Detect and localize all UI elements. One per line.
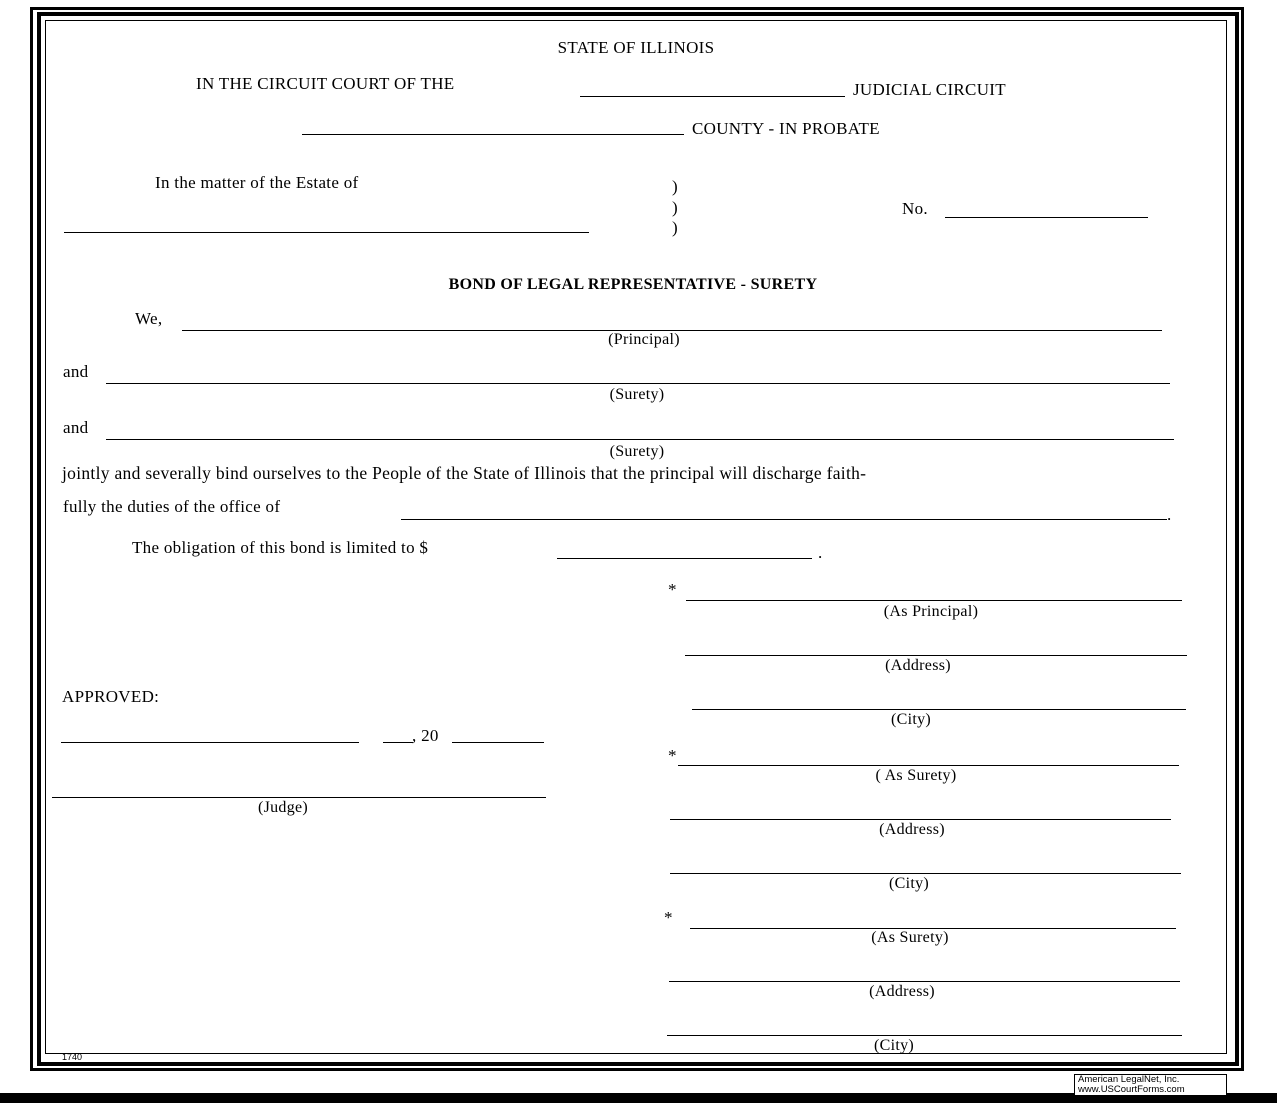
approval-day-blank[interactable] (383, 742, 413, 743)
as-surety-1-caption: ( As Surety) (875, 767, 957, 784)
fully-text: fully the duties of the office of (63, 497, 281, 516)
address-caption: (Address) (869, 983, 935, 1000)
period: . (1167, 505, 1172, 524)
principal-city-blank[interactable] (692, 709, 1186, 710)
jointly-text: jointly and severally bind ourselves to the People of the State of Illinois that the principal will discharge faith- (62, 463, 867, 483)
circuit-blank[interactable] (580, 96, 845, 97)
court-prefix: IN THE CIRCUIT COURT OF THE (196, 74, 455, 93)
publisher-watermark (1074, 1074, 1227, 1096)
city-caption: (City) (873, 1037, 915, 1054)
publisher-name: American LegalNet, Inc. (1078, 1074, 1180, 1085)
asterisk: * (668, 580, 677, 599)
county-blank[interactable] (302, 134, 684, 135)
state-heading: STATE OF ILLINOIS (557, 38, 715, 57)
amount-blank[interactable] (557, 558, 812, 559)
asterisk: * (664, 908, 673, 927)
estate-name-blank[interactable] (64, 232, 589, 233)
case-number-label: No. (902, 199, 928, 218)
period: . (818, 543, 823, 562)
surety-1-signature-blank[interactable] (678, 765, 1179, 766)
as-surety-2-caption: (As Surety) (871, 929, 949, 946)
county-label: COUNTY - IN PROBATE (692, 119, 880, 138)
surety-1-caption: (Surety) (609, 386, 665, 403)
asterisk: * (668, 746, 677, 765)
surety-1-address-blank[interactable] (670, 819, 1171, 820)
principal-caption: (Principal) (608, 331, 680, 348)
surety-2-address-blank[interactable] (669, 981, 1180, 982)
court-suffix: JUDICIAL CIRCUIT (853, 80, 1006, 99)
estate-matter-label: In the matter of the Estate of (155, 173, 359, 192)
document-title: BOND OF LEGAL REPRESENTATIVE - SURETY (448, 276, 818, 293)
year-blank[interactable] (452, 742, 544, 743)
obligation-text: The obligation of this bond is limited to $ (132, 538, 429, 557)
approved-label: APPROVED: (62, 687, 160, 706)
publisher-website: www.USCourtForms.com (1078, 1083, 1185, 1095)
we-label: We, (135, 309, 163, 328)
city-caption: (City) (890, 711, 932, 728)
address-caption: (Address) (885, 657, 951, 674)
surety-2-blank[interactable] (106, 439, 1174, 440)
form-number: 1740 (62, 1052, 83, 1062)
judge-signature-blank[interactable] (52, 797, 546, 798)
principal-signature-blank[interactable] (686, 600, 1182, 601)
surety-2-caption: (Surety) (609, 443, 665, 460)
paren: ) (672, 218, 678, 237)
and-label: and (63, 362, 89, 381)
paren: ) (672, 177, 678, 196)
and-label: and (63, 418, 89, 437)
case-number-blank[interactable] (945, 217, 1148, 218)
city-caption: (City) (888, 875, 930, 892)
surety-1-city-blank[interactable] (670, 873, 1181, 874)
principal-address-blank[interactable] (685, 655, 1187, 656)
surety-2-city-blank[interactable] (667, 1035, 1182, 1036)
judge-caption: (Judge) (257, 799, 309, 816)
address-caption: (Address) (879, 821, 945, 838)
as-principal-caption: (As Principal) (883, 603, 979, 620)
year-prefix: , 20 (412, 726, 439, 745)
surety-1-blank[interactable] (106, 383, 1170, 384)
approval-date-blank[interactable] (61, 742, 359, 743)
paren: ) (672, 198, 678, 217)
office-blank[interactable] (401, 519, 1167, 520)
